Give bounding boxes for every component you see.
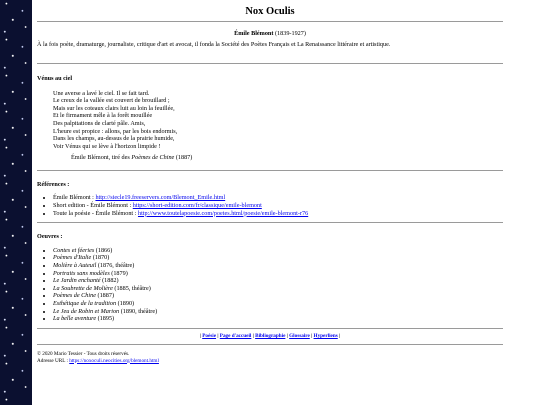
work-note: (1887) xyxy=(95,292,115,300)
copyright-notice xyxy=(37,351,503,364)
work-title: Molière à Auteuil xyxy=(53,261,97,269)
work-item xyxy=(53,285,503,293)
nav-separator: | xyxy=(339,332,341,339)
poem-body xyxy=(53,90,503,151)
work-note: (1890, théâtre) xyxy=(119,307,158,315)
poem-line: Mais sur les coteaux clairs luit au loin la feuillée, xyxy=(53,104,175,112)
reference-label: Émile Blémont : xyxy=(53,194,96,202)
reference-item xyxy=(53,210,503,218)
nav-link-poesie[interactable]: Poésie xyxy=(202,332,217,339)
footer-nav xyxy=(37,333,503,339)
reference-link[interactable]: http://www.toutelapoesie.com/poetes.html/poesie/emile-blemont-r76 xyxy=(137,209,309,217)
work-item xyxy=(53,270,503,278)
work-note: (1885, théâtre) xyxy=(112,284,151,292)
address-label: Adresse URL : xyxy=(37,357,70,364)
work-title: Esthétique de la tradition xyxy=(53,299,117,307)
work-item xyxy=(53,315,503,323)
address-link[interactable]: https://noxoculi.neocities.org/blemont.html xyxy=(69,357,159,364)
poem-line: L'heure est propice : allons, par les bois endormis, xyxy=(53,127,178,135)
divider xyxy=(37,21,503,22)
nav-link-accueil[interactable]: Page d'accueil xyxy=(219,332,252,339)
nav-link-glossaire[interactable]: Glossaire xyxy=(289,332,310,339)
poem-line: Le creux de la vallée est couvert de brouillard ; xyxy=(53,97,170,105)
works-list xyxy=(37,247,503,323)
references-list xyxy=(37,194,503,217)
work-title: Poèmes d'Italie xyxy=(53,254,92,262)
works-title: Oeuvres : xyxy=(37,233,63,241)
copyright-text: © 2020 Mario Tessier - Tous droits réservés. xyxy=(37,351,130,358)
author-name: Émile Blémont xyxy=(234,30,274,37)
work-title: Poèmes de Chine xyxy=(53,292,96,300)
divider xyxy=(37,222,503,223)
work-title: La belle aventure xyxy=(53,315,97,323)
reference-item xyxy=(53,202,503,210)
address-line xyxy=(37,358,503,365)
nav-separator: | xyxy=(311,332,313,339)
nav-separator: | xyxy=(286,332,288,339)
page-content xyxy=(37,0,503,364)
author-bio: À la fois poète, dramaturge, journaliste, critique d'art et avocat, il fonda la Société des Poètes Français et La Renaissance littéraire et artistique. xyxy=(37,41,391,48)
work-item xyxy=(53,254,503,262)
work-item xyxy=(53,308,503,316)
poem-line: Et le firmament mêle à la forêt mouillée xyxy=(53,112,153,120)
work-item xyxy=(53,300,503,308)
poem-line: Une averse a lavé le ciel. Il se fait tard. xyxy=(53,89,150,97)
work-item xyxy=(53,262,503,270)
work-note: (1895) xyxy=(96,315,115,323)
poem-signature xyxy=(71,154,503,162)
nav-separator: | xyxy=(217,332,219,339)
nav-separator: | xyxy=(199,332,201,339)
reference-link[interactable]: https://short-edition.com/fr/classique/emile-blemont xyxy=(132,202,262,210)
signature-year: (1887) xyxy=(174,154,193,162)
poem-title: Vénus au ciel xyxy=(37,75,73,82)
work-note: (1882) xyxy=(100,277,119,285)
work-title: Contes et féeries xyxy=(53,246,95,254)
divider xyxy=(37,328,503,329)
work-title: Le Jardin enchanté xyxy=(53,277,101,285)
author-heading xyxy=(37,30,503,41)
work-item xyxy=(53,277,503,285)
divider xyxy=(37,170,503,171)
starfield-background xyxy=(0,0,32,405)
work-title: Portraits sans modèles xyxy=(53,269,110,277)
work-item xyxy=(53,247,503,255)
reference-label: Short edition - Émile Blémont : xyxy=(53,202,133,210)
poem-line: Des palpitations de clarté pâle. Amis, xyxy=(53,119,146,127)
work-note: (1870) xyxy=(91,254,110,262)
work-item xyxy=(53,292,503,300)
work-note: (1866) xyxy=(94,246,113,254)
signature-book: Poèmes de Chine xyxy=(131,154,175,162)
poem-line: Voir Vénus qui se lève à l'horizon limpide ! xyxy=(53,142,161,150)
reference-link[interactable]: http://siecle19.freeservers.com/Blemont_Emile.html xyxy=(95,194,226,202)
nav-link-hyperliens[interactable]: Hyperliens xyxy=(313,332,338,339)
work-title: Le Jeu de Robin et Marion xyxy=(53,307,120,315)
poem-line: Dans les champs, au-dessus de la prairie humide, xyxy=(53,135,175,143)
work-note: (1879) xyxy=(109,269,128,277)
work-note: (1890) xyxy=(116,299,135,307)
author-dates: (1839-1927) xyxy=(274,30,306,37)
work-note: (1876, théâtre) xyxy=(96,261,135,269)
divider xyxy=(37,63,503,64)
divider xyxy=(37,344,503,345)
signature-prefix: Émile Blémont, tiré des xyxy=(71,154,132,162)
site-title: Nox Oculis xyxy=(245,6,295,17)
references-title: Références : xyxy=(37,180,70,188)
nav-separator: | xyxy=(252,332,254,339)
work-title: La Soubrette de Molière xyxy=(53,284,113,292)
reference-item xyxy=(53,194,503,202)
nav-link-bibliographie[interactable]: Bibliographie xyxy=(255,332,286,339)
reference-label: Toute la poésie - Émile Blémont : xyxy=(53,209,138,217)
